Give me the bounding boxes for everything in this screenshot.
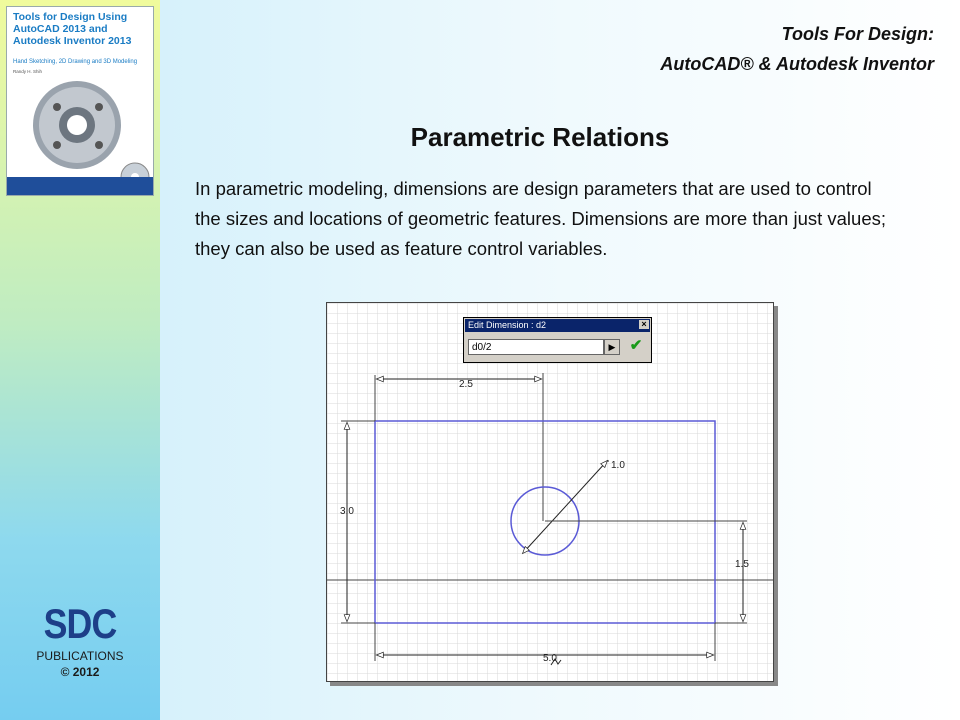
- book-cover-image: [6, 6, 154, 196]
- dimension-value-input[interactable]: d0/2: [468, 339, 604, 355]
- dimension-bottom-label: 5.0: [543, 653, 557, 664]
- sdc-logo: SDC: [43, 600, 117, 647]
- checkmark-icon[interactable]: ✔: [629, 337, 643, 354]
- dimension-left-label: 3.0: [340, 506, 354, 517]
- sdc-publications-label: PUBLICATIONS: [36, 649, 124, 663]
- dimension-top-label: 2.5: [459, 379, 473, 390]
- slide-body-text: In parametric modeling, dimensions are design parameters that are used to control the sizes and locations of geometric features. Dimensions are more than just values; they can also be used as feature control variables.: [195, 178, 887, 259]
- header-title-line2: AutoCAD® & Autodesk Inventor: [660, 54, 934, 74]
- sketch-figure: [326, 302, 774, 682]
- book-cover-title: Tools for Design Using AutoCAD 2013 and Autodesk Inventor 2013: [13, 11, 132, 47]
- book-cover-author: Randy H. Shih: [13, 69, 43, 74]
- book-cover-gear-illustration: [7, 7, 153, 195]
- dialog-titlebar: Edit Dimension : d2: [465, 319, 650, 332]
- dimension-right-label: 1.5: [735, 559, 749, 570]
- header-title-line1: Tools For Design:: [781, 24, 934, 44]
- edit-dimension-dialog[interactable]: [463, 317, 652, 363]
- close-icon[interactable]: ×: [639, 320, 649, 329]
- slide-title: Parametric Relations: [410, 122, 670, 152]
- arrow-right-icon[interactable]: ▶: [604, 339, 620, 355]
- sdc-copyright-label: © 2012: [60, 665, 100, 679]
- book-cover-subtitle: Hand Sketching, 2D Drawing and 3D Modeling: [13, 59, 138, 65]
- dimension-radius-label: 1.0: [611, 460, 625, 471]
- book-cover-footer-bar: [7, 177, 153, 195]
